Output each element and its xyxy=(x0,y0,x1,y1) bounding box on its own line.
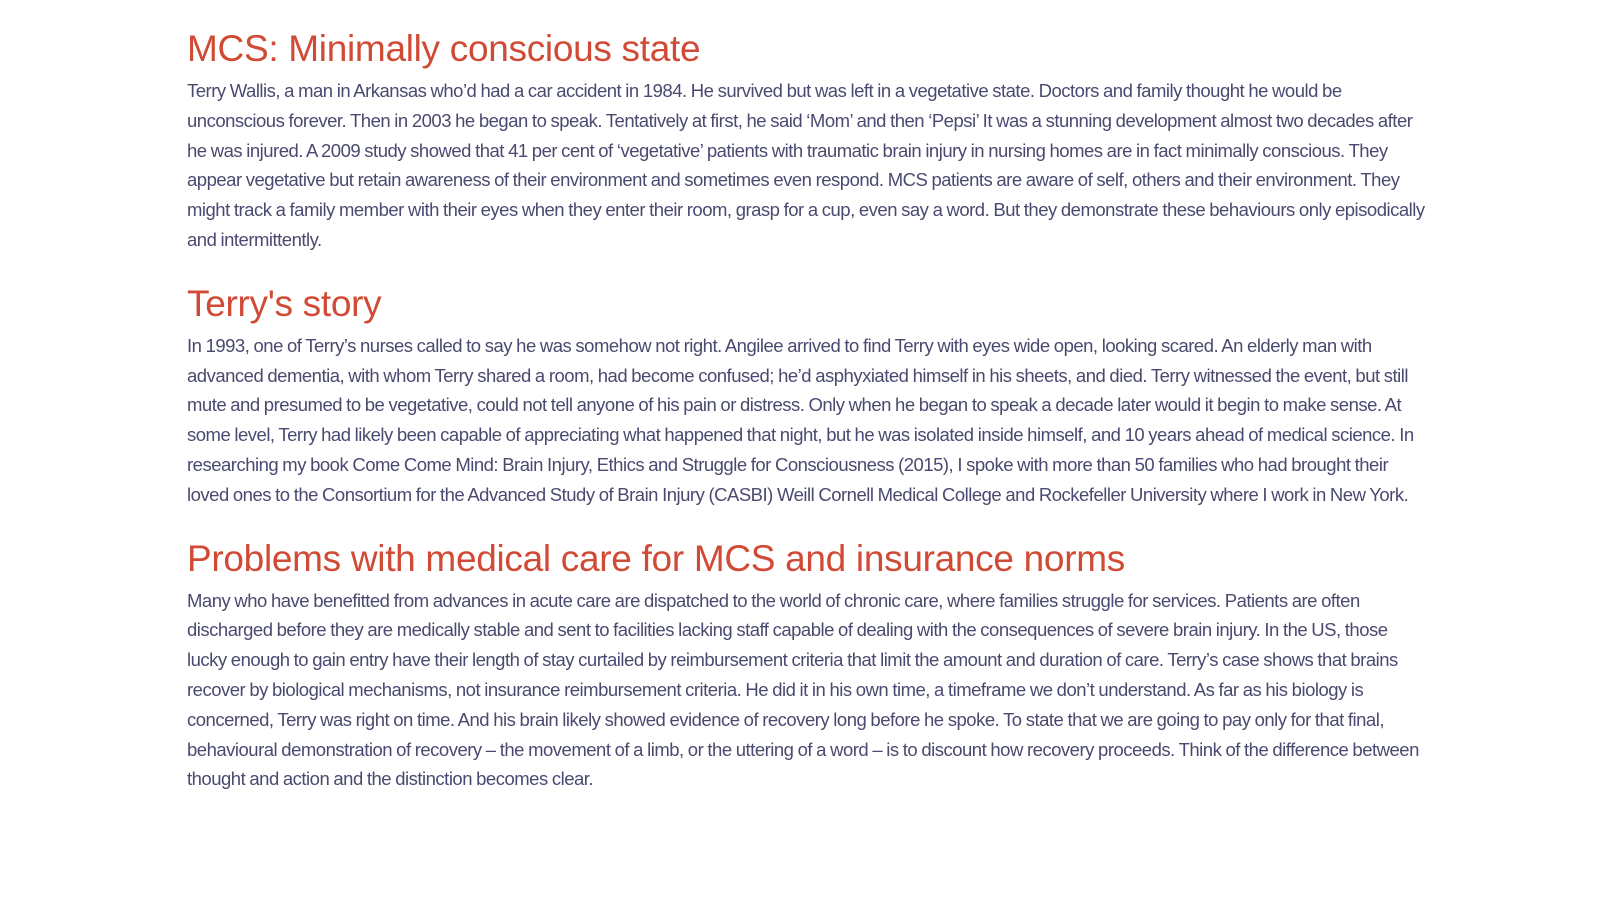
section-paragraph: In 1993, one of Terry’s nurses called to say he was somehow not right. Angilee arrived to find Terry with eyes wide open, looking scared. An elderly man with advanced dementia, with whom Terry shared a room, had become confused; he’d asphyxiated himself in his sheets, and died. Terry witnessed the event, but still mute and presumed to be vegetative, could not tell anyone of his pain or distress. Only when he began to speak a decade later would it begin to make sense. At some level, Terry had likely been capable of appreciating what happened that night, but he was isolated inside himself, and 10 years ahead of medical science. In researching my book Come Come Mind: Brain Injury, Ethics and Struggle for Consciousness (2015), I spoke with more than 50 families who had brought their loved ones to the Consortium for the Advanced Study of Brain Injury (CASBI) Weill Cornell Medical College and Rockefeller University where I work in New York. xyxy=(187,334,1414,505)
section-heading: Problems with medical care for MCS and insurance norms xyxy=(187,537,1125,579)
section-heading: Terry's story xyxy=(187,282,382,324)
section-mcs xyxy=(187,26,1427,255)
section-paragraph: Many who have benefitted from advances in acute care are dispatched to the world of chronic care, where families struggle for services. Patients are often discharged before they are medically stable and sent to facilities lacking staff capable of dealing with the consequences of severe brain injury. In the US, those lucky enough to gain entry have their length of stay curtailed by reimbursement criteria that limit the amount and duration of care. Terry’s case shows that brains recover by biological mechanisms, not insurance reimbursement criteria. He did it in his own time, a timeframe we don’t understand. As far as his biology is concerned, Terry was right on time. And his brain likely showed evidence of recovery long before he spoke. To state that we are going to pay only for that final, behavioural demonstration of recovery – the movement of a limb, or the uttering of a word – is to discount how recovery proceeds. Think of the difference between thought and action and the distinction becomes clear. xyxy=(187,589,1419,790)
section-terrys-story xyxy=(187,281,1427,510)
section-paragraph: Terry Wallis, a man in Arkansas who’d had a car accident in 1984. He survived but was left in a vegetative state. Doctors and family thought he would be unconscious forever. Then in 2003 he began to speak. Tentatively at first, he said ‘Mom’ and then ‘Pepsi’ It was a stunning development almost two decades after he was injured. A 2009 study showed that 41 per cent of ‘vegetative’ patients with traumatic brain injury in nursing homes are in fact minimally conscious. They appear vegetative but retain awareness of their environment and sometimes even respond. MCS patients are aware of self, others and their environment. They might track a family member with their eyes when they enter their room, grasp for a cup, even say a word. But they demonstrate these behaviours only episodically and intermittently. xyxy=(187,80,1425,250)
section-medical-care-problems xyxy=(187,536,1427,795)
section-heading: MCS: Minimally conscious state xyxy=(187,28,701,69)
